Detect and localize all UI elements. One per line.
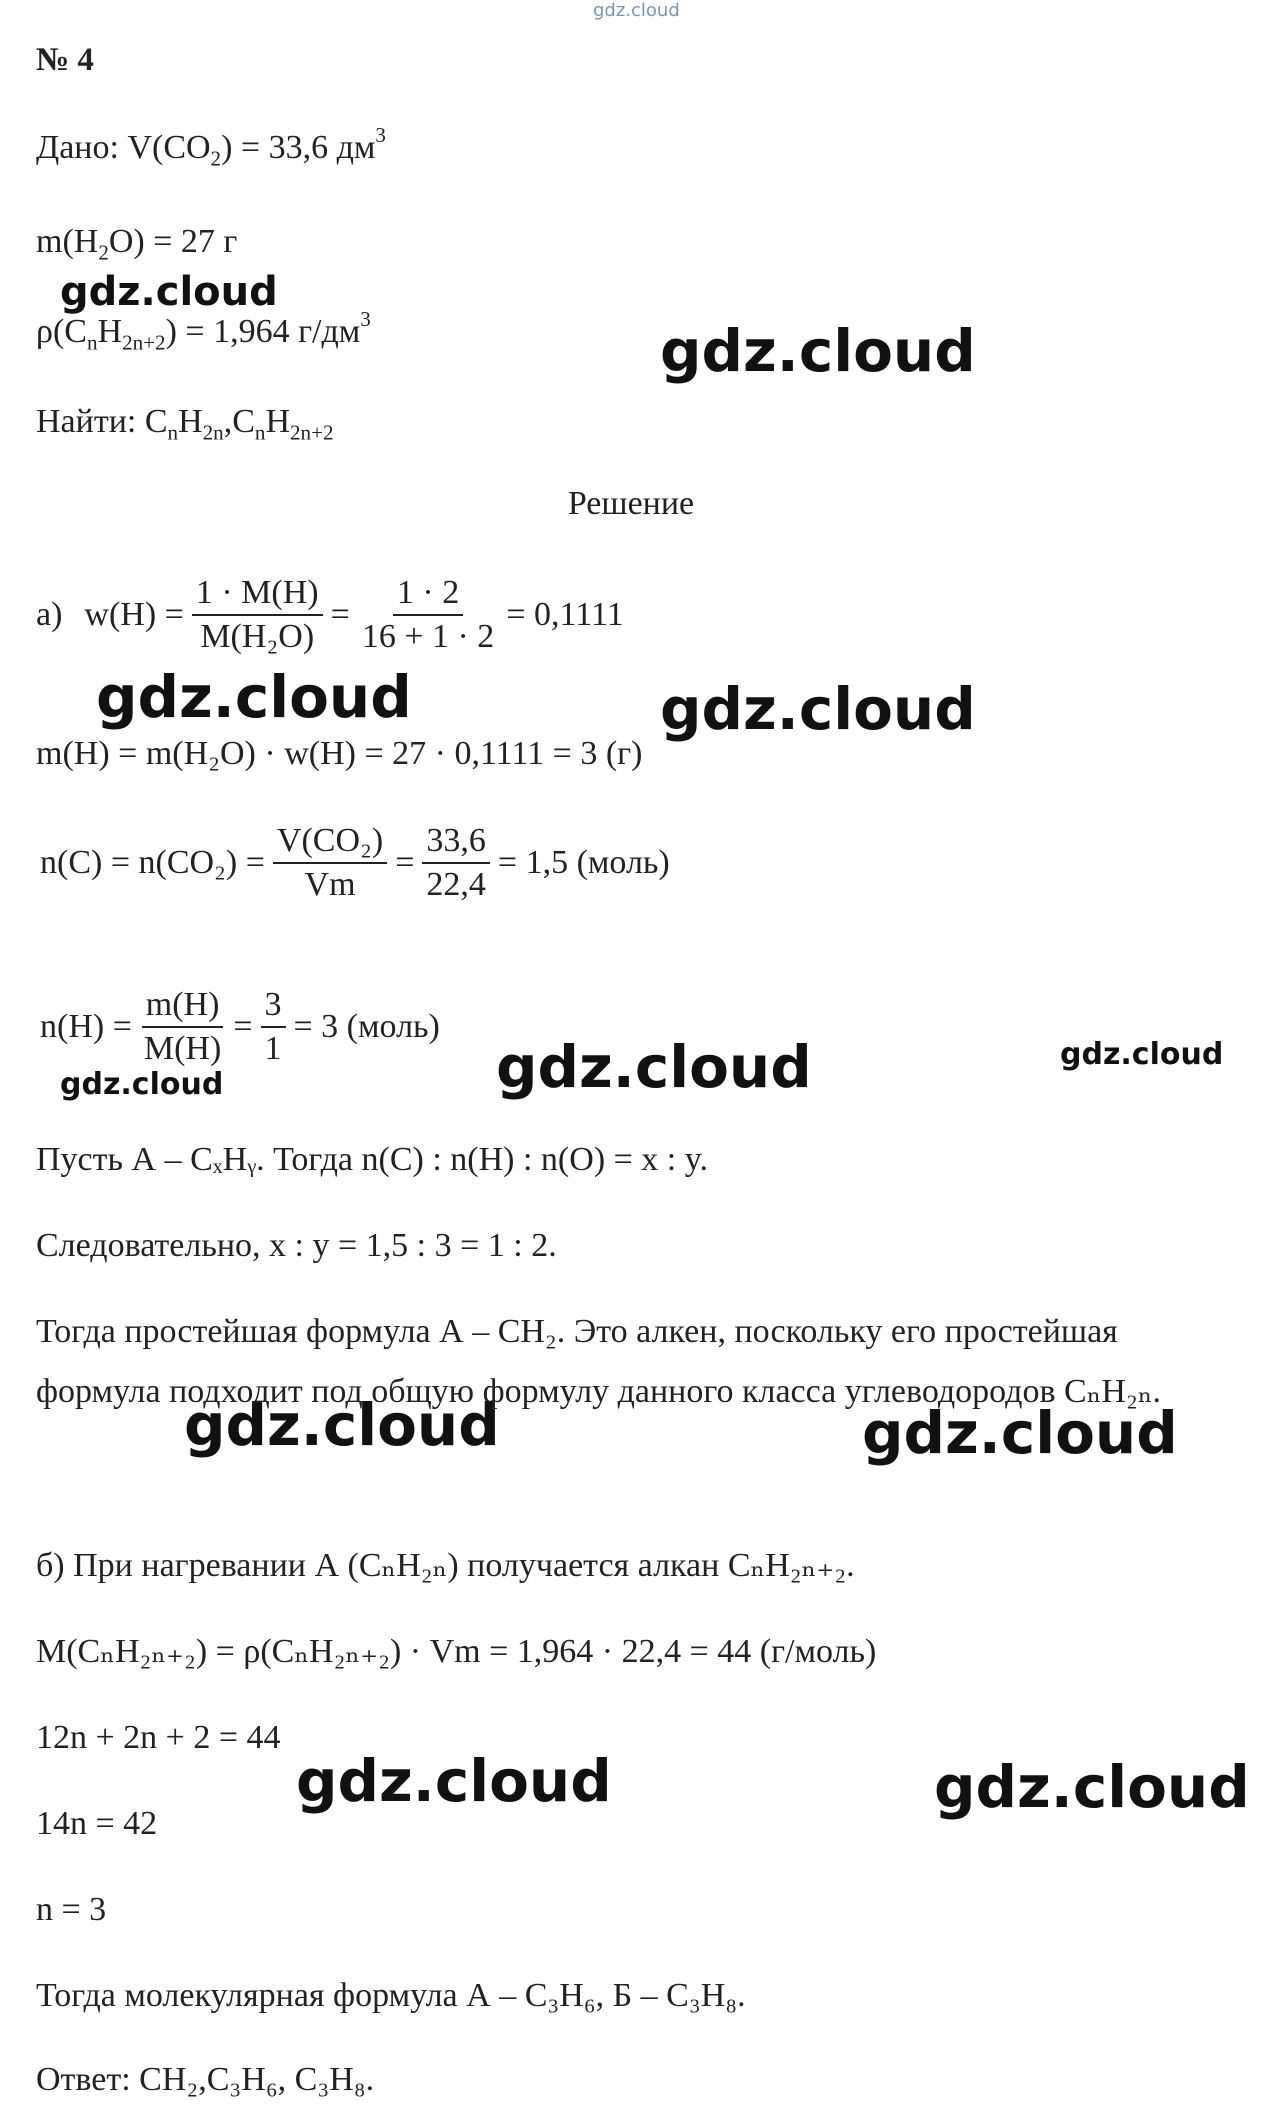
watermark: gdz.cloud — [60, 1067, 224, 1102]
hence-line: Следовательно, x : y = 1,5 : 3 = 1 : 2. — [36, 1227, 557, 1264]
eq3-frac2 — [261, 984, 286, 1070]
watermark: gdz.cloud — [296, 1747, 612, 1815]
density-sub1: n — [86, 330, 98, 355]
eq1-den2: 16 + 1 · 2 — [361, 618, 495, 655]
watermark: gdz.cloud — [496, 1033, 812, 1101]
equation-n-c — [40, 820, 670, 906]
mass-h-line: m(H) = m(H₂O) · w(H) = 27 · 0,1111 = 3 (г) — [36, 735, 643, 772]
eq1-num1: 1 · M(H) — [192, 572, 323, 616]
given-volume-co2 — [36, 123, 386, 171]
eq1-num2: 1 · 2 — [393, 572, 463, 616]
find-f2-2n: 2n+2 — [290, 420, 334, 445]
given-volume-sup: 3 — [375, 123, 386, 148]
eq2-frac1 — [273, 820, 387, 906]
find-f2-c: C — [232, 403, 255, 440]
eq2-frac2 — [422, 820, 490, 906]
find-f1-2n: 2n — [202, 420, 224, 445]
density-mid: H — [97, 313, 123, 350]
eq3-result: = 3 (моль) — [293, 1008, 440, 1045]
find-f1-n: n — [167, 420, 179, 445]
let-line: Пусть А – CₓHᵧ. Тогда n(C) : n(H) : n(O) = x : y. — [36, 1141, 709, 1178]
eq3-num1: m(H) — [142, 984, 224, 1028]
part-b-intro: б) При нагревании А (CₙH₂ₙ) получается алкан CₙH₂ₙ₊₂. — [36, 1547, 855, 1584]
eq3-den1: M(H) — [143, 1030, 222, 1067]
equation-w-h — [36, 572, 624, 658]
simplest-formula-line-2: формула подходит под общую формулу данного класса углеводородов CₙH₂ₙ. — [36, 1373, 1162, 1410]
given-volume-sub: 2 — [210, 146, 222, 171]
watermark: gdz.cloud — [660, 675, 976, 743]
watermark-top[interactable]: gdz.cloud — [593, 0, 680, 21]
eq2-num2: 33,6 — [422, 820, 490, 864]
find-f1-h: H — [178, 403, 203, 440]
eq1-lhs: w(H) = — [84, 596, 184, 633]
equation-b: 14n = 42 — [36, 1805, 158, 1842]
solution-heading: Решение — [567, 485, 695, 522]
eq2-num1: V(CO₂) — [273, 820, 387, 864]
given-mass-h2o — [36, 222, 238, 265]
given-mass-post: O) = 27 г — [108, 223, 238, 260]
problem-number: № 4 — [36, 42, 94, 78]
find-f1-c: C — [144, 403, 168, 440]
equation-a: 12n + 2n + 2 = 44 — [36, 1719, 281, 1756]
find-label: Найти: — [36, 403, 137, 440]
eq1-result: = 0,1111 — [506, 596, 624, 633]
eq1-frac2 — [358, 572, 499, 658]
eq2-den1: Vm — [304, 866, 356, 903]
simplest-formula-line: Тогда простейшая формула А – CH₂. Это алкен, поскольку его простейшая — [36, 1313, 1118, 1350]
eq2-result: = 1,5 (моль) — [497, 844, 670, 881]
find-f2-h: H — [265, 403, 291, 440]
watermark: gdz.cloud — [60, 269, 278, 315]
find-sep: , — [223, 403, 233, 440]
eq3-num2: 3 — [261, 984, 286, 1028]
given-label: Дано: — [36, 129, 119, 166]
eq2-lhs: n(C) = n(CO₂) = — [40, 844, 265, 881]
watermark: gdz.cloud — [1060, 1037, 1224, 1072]
eq1-eq: = — [330, 596, 350, 633]
answer-line: Ответ: CH₂,C₃H₆, C₃H₈. — [36, 2061, 375, 2098]
eq1-frac1 — [192, 572, 323, 658]
given-density — [36, 307, 371, 355]
part-a-label: а) — [36, 596, 63, 633]
watermark: gdz.cloud — [184, 1391, 500, 1459]
find-f2-n: n — [254, 420, 266, 445]
eq2-eq: = — [395, 844, 415, 881]
eq2-den2: 22,4 — [426, 866, 486, 903]
density-pre: ρ(C — [36, 313, 87, 350]
watermark: gdz.cloud — [660, 317, 976, 385]
eq3-eq: = — [233, 1008, 253, 1045]
eq1-den1: M(H₂O) — [200, 618, 315, 655]
density-sub2: 2n+2 — [122, 330, 166, 355]
given-volume-pre: V(CO — [127, 129, 211, 166]
equation-c: n = 3 — [36, 1891, 107, 1928]
molar-mass-line: M(CₙH₂ₙ₊₂) = ρ(CₙH₂ₙ₊₂) · Vm = 1,964 · 22,4 = 44 (г/моль) — [36, 1633, 877, 1670]
watermark: gdz.cloud — [934, 1753, 1250, 1821]
eq3-lhs: n(H) = — [40, 1008, 132, 1045]
eq3-den2: 1 — [264, 1030, 282, 1067]
watermark: gdz.cloud — [96, 663, 412, 731]
equation-n-h — [40, 984, 440, 1070]
watermark: gdz.cloud — [862, 1399, 1178, 1467]
molecular-formula-line: Тогда молекулярная формула А – C₃H₆, Б – C₃H₈. — [36, 1977, 746, 2014]
density-sup: 3 — [360, 307, 371, 332]
density-post: ) = 1,964 г/дм — [165, 313, 361, 350]
given-mass-sub: 2 — [98, 240, 109, 265]
find-line — [36, 402, 334, 445]
given-mass-pre: m(H — [36, 223, 99, 260]
eq3-frac1 — [140, 984, 225, 1070]
given-volume-mid: ) = 33,6 дм — [221, 129, 376, 166]
